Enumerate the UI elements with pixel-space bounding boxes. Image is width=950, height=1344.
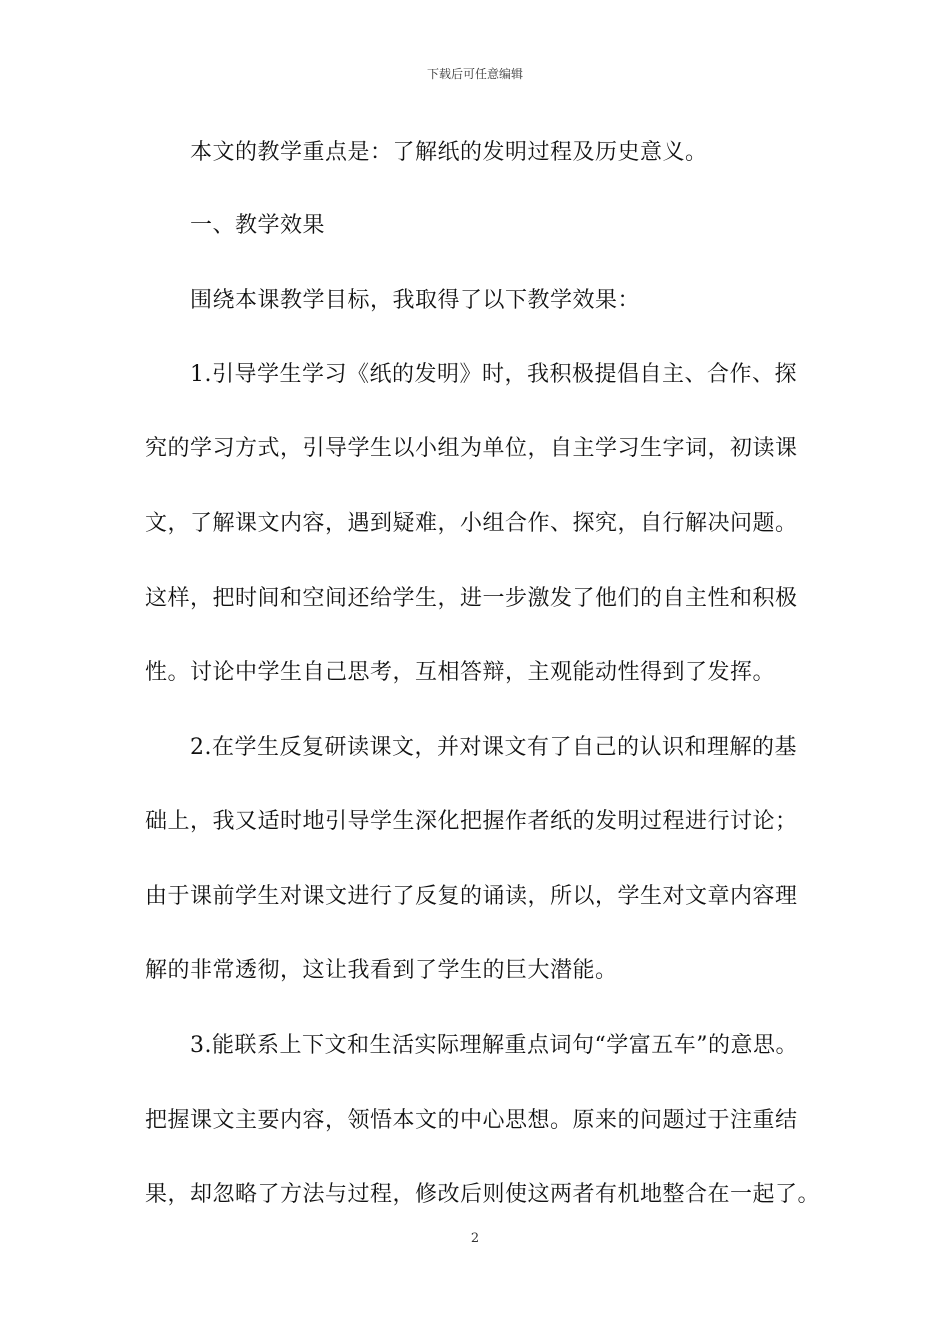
paragraph-line: 解的非常透彻，这让我看到了学生的巨大潜能。 bbox=[145, 958, 618, 983]
paragraph-line: 果，却忽略了方法与过程，修改后则使这两者有机地整合在一起了。 bbox=[145, 1182, 821, 1207]
paragraph-line: 础上，我又适时地引导学生深化把握作者纸的发明过程进行讨论； bbox=[145, 809, 798, 834]
paragraph-line: 文，了解课文内容，遇到疑难，小组合作、探究，自行解决问题。 bbox=[145, 511, 798, 536]
page-header: 下载后可任意编辑 bbox=[426, 67, 523, 81]
paragraph-line: 把握课文主要内容，领悟本文的中心思想。原来的问题过于注重结 bbox=[145, 1108, 798, 1133]
section-heading: 一、教学效果 bbox=[190, 213, 326, 238]
paragraph-line: 本文的教学重点是：了解纸的发明过程及历史意义。 bbox=[190, 140, 708, 165]
paragraph-line: 究的学习方式，引导学生以小组为单位，自主学习生字词，初读课 bbox=[145, 436, 798, 461]
paragraph-line: 1.引导学生学习《纸的发明》时，我积极提倡自主、合作、探 bbox=[190, 362, 797, 387]
paragraph-line: 2.在学生反复研读课文，并对课文有了自己的认识和理解的基 bbox=[190, 735, 797, 760]
paragraph-line: 3.能联系上下文和生活实际理解重点词句“学富五车”的意思。 bbox=[190, 1033, 798, 1058]
page-number: 2 bbox=[470, 1231, 480, 1246]
paragraph-line: 围绕本课教学目标，我取得了以下教学效果： bbox=[190, 288, 641, 313]
paragraph-line: 由于课前学生对课文进行了反复的诵读，所以，学生对文章内容理 bbox=[145, 884, 798, 909]
paragraph-line: 这样，把时间和空间还给学生，进一步激发了他们的自主性和积极 bbox=[145, 586, 798, 611]
paragraph-line: 性。讨论中学生自己思考，互相答辩，主观能动性得到了发挥。 bbox=[145, 660, 776, 685]
